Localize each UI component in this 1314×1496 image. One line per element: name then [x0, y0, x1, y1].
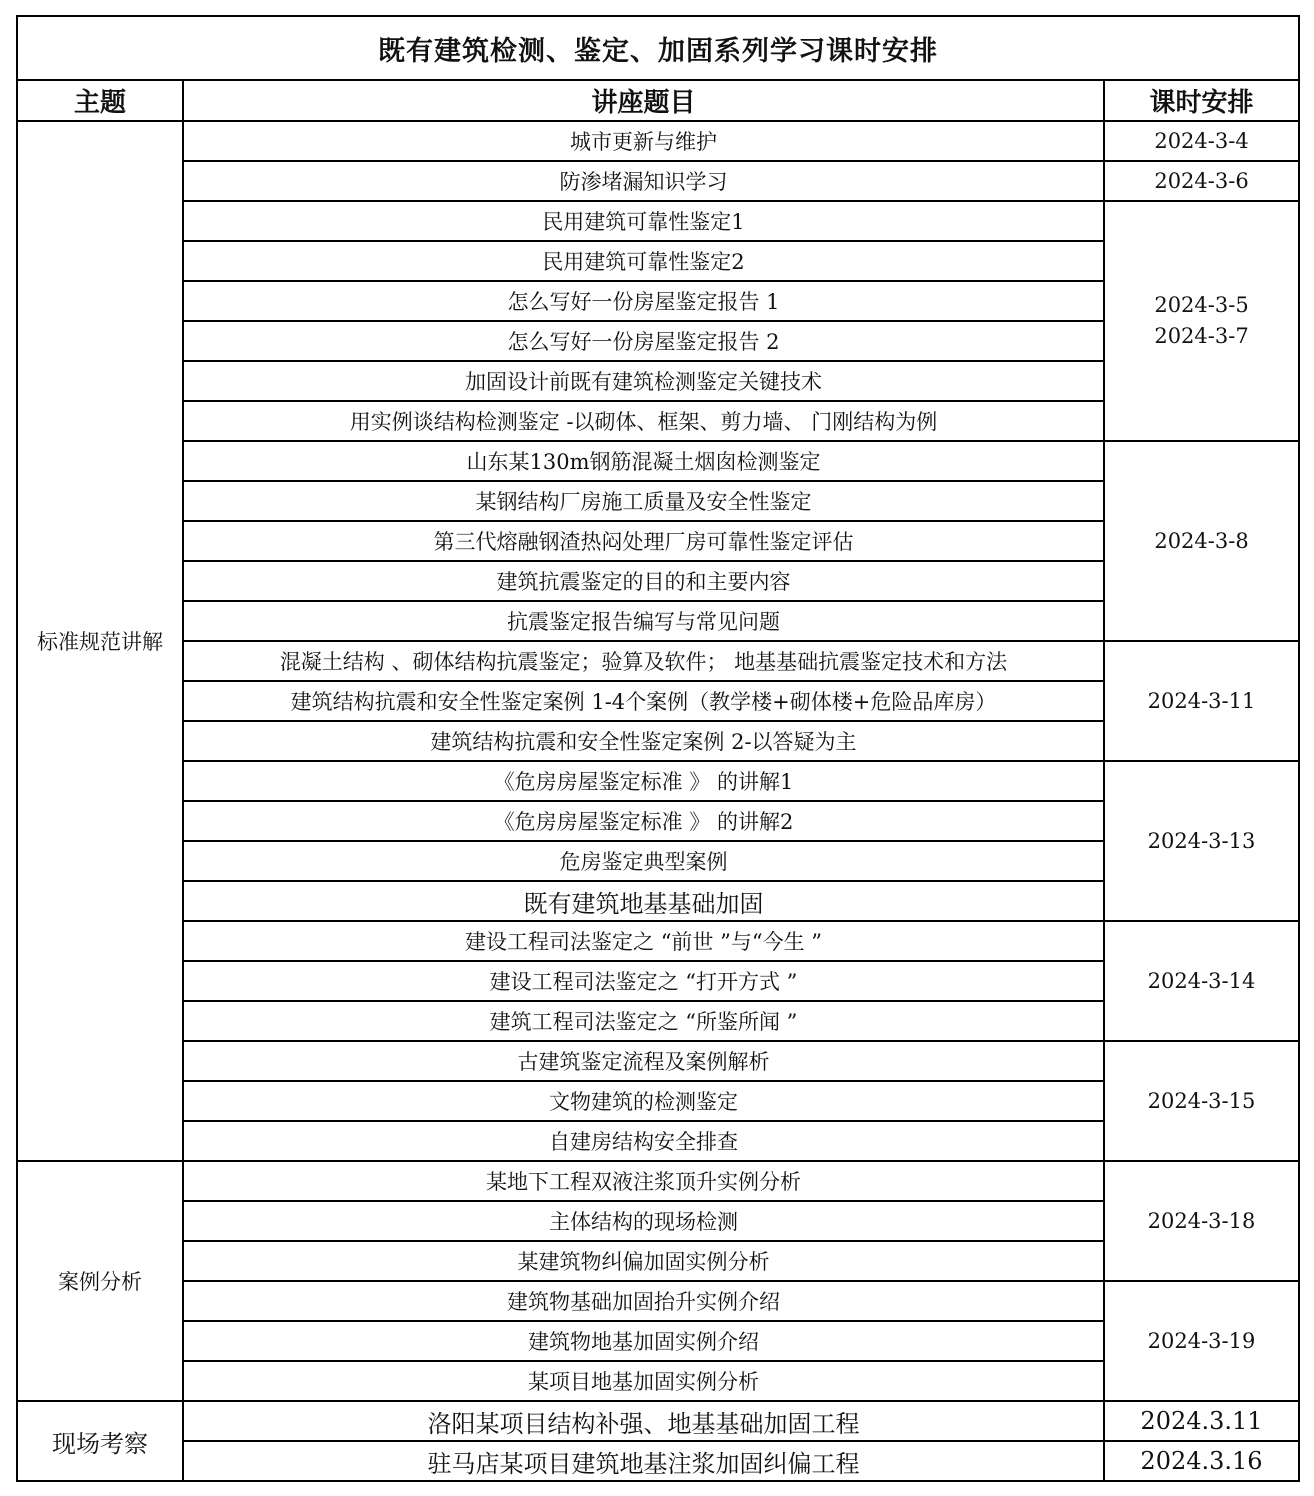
lecture-cell: 山东某130m钢筋混凝土烟囱检测鉴定	[183, 441, 1104, 481]
date-cell: 2024-3-8	[1104, 441, 1299, 641]
lecture-cell: 怎么写好一份房屋鉴定报告 1	[183, 281, 1104, 321]
date-cell: 2024-3-13	[1104, 761, 1299, 921]
date-cell: 2024-3-18	[1104, 1161, 1299, 1281]
date-line: 2024-3-5	[1154, 293, 1249, 317]
lecture-cell: 民用建筑可靠性鉴定1	[183, 201, 1104, 241]
theme-cell: 案例分析	[17, 1161, 183, 1401]
date-cell: 2024.3.11	[1104, 1401, 1299, 1441]
table-title: 既有建筑检测、鉴定、加固系列学习课时安排	[17, 16, 1299, 80]
lecture-cell: 主体结构的现场检测	[183, 1201, 1104, 1241]
theme-cell: 现场考察	[17, 1401, 183, 1481]
lecture-cell: 城市更新与维护	[183, 121, 1104, 161]
date-cell: 2024-3-6	[1104, 161, 1299, 201]
lecture-cell: 建筑抗震鉴定的目的和主要内容	[183, 561, 1104, 601]
lecture-cell: 建设工程司法鉴定之 “打开方式 ”	[183, 961, 1104, 1001]
date-cell: 2024-3-19	[1104, 1281, 1299, 1401]
date-line: 2024-3-7	[1154, 324, 1249, 348]
lecture-cell: 某建筑物纠偏加固实例分析	[183, 1241, 1104, 1281]
lecture-cell: 防渗堵漏知识学习	[183, 161, 1104, 201]
lecture-cell: 建筑工程司法鉴定之 “所鉴所闻 ”	[183, 1001, 1104, 1041]
lecture-cell: 建筑物地基加固实例介绍	[183, 1321, 1104, 1361]
lecture-cell: 加固设计前既有建筑检测鉴定关键技术	[183, 361, 1104, 401]
lecture-cell: 抗震鉴定报告编写与常见问题	[183, 601, 1104, 641]
lecture-cell: 自建房结构安全排查	[183, 1121, 1104, 1161]
lecture-cell: 建筑结构抗震和安全性鉴定案例 1-4个案例（教学楼+砌体楼+危险品库房）	[183, 681, 1104, 721]
date-cell: 2024-3-15	[1104, 1041, 1299, 1161]
date-cell	[1104, 201, 1299, 441]
lecture-cell: 既有建筑地基基础加固	[183, 881, 1104, 921]
lecture-cell: 某地下工程双液注浆顶升实例分析	[183, 1161, 1104, 1201]
lecture-cell: 某钢结构厂房施工质量及安全性鉴定	[183, 481, 1104, 521]
lecture-cell: 建筑物基础加固抬升实例介绍	[183, 1281, 1104, 1321]
lecture-cell: 《危房房屋鉴定标准 》 的讲解2	[183, 801, 1104, 841]
lecture-cell: 用实例谈结构检测鉴定 -以砌体、框架、剪力墙、 门刚结构为例	[183, 401, 1104, 441]
lecture-cell: 混凝土结构 、砌体结构抗震鉴定；验算及软件； 地基基础抗震鉴定技术和方法	[183, 641, 1104, 681]
date-cell: 2024.3.16	[1104, 1441, 1299, 1481]
date-cell: 2024-3-14	[1104, 921, 1299, 1041]
date-cell: 2024-3-11	[1104, 641, 1299, 761]
date-cell: 2024-3-4	[1104, 121, 1299, 161]
lecture-cell: 怎么写好一份房屋鉴定报告 2	[183, 321, 1104, 361]
lecture-cell: 洛阳某项目结构补强、地基基础加固工程	[183, 1401, 1104, 1441]
lecture-cell: 民用建筑可靠性鉴定2	[183, 241, 1104, 281]
lecture-cell: 建筑结构抗震和安全性鉴定案例 2-以答疑为主	[183, 721, 1104, 761]
lecture-cell: 文物建筑的检测鉴定	[183, 1081, 1104, 1121]
lecture-cell: 某项目地基加固实例分析	[183, 1361, 1104, 1401]
lecture-cell: 建设工程司法鉴定之 “前世 ”与“今生 ”	[183, 921, 1104, 961]
lecture-cell: 古建筑鉴定流程及案例解析	[183, 1041, 1104, 1081]
schedule-table	[16, 15, 1300, 1482]
theme-cell: 标准规范讲解	[17, 121, 183, 1161]
lecture-cell: 危房鉴定典型案例	[183, 841, 1104, 881]
header-theme: 主题	[17, 80, 183, 121]
lecture-cell: 驻马店某项目建筑地基注浆加固纠偏工程	[183, 1441, 1104, 1481]
lecture-cell: 第三代熔融钢渣热闷处理厂房可靠性鉴定评估	[183, 521, 1104, 561]
header-schedule: 课时安排	[1104, 80, 1299, 121]
lecture-cell: 《危房房屋鉴定标准 》 的讲解1	[183, 761, 1104, 801]
header-lecture: 讲座题目	[183, 80, 1104, 121]
